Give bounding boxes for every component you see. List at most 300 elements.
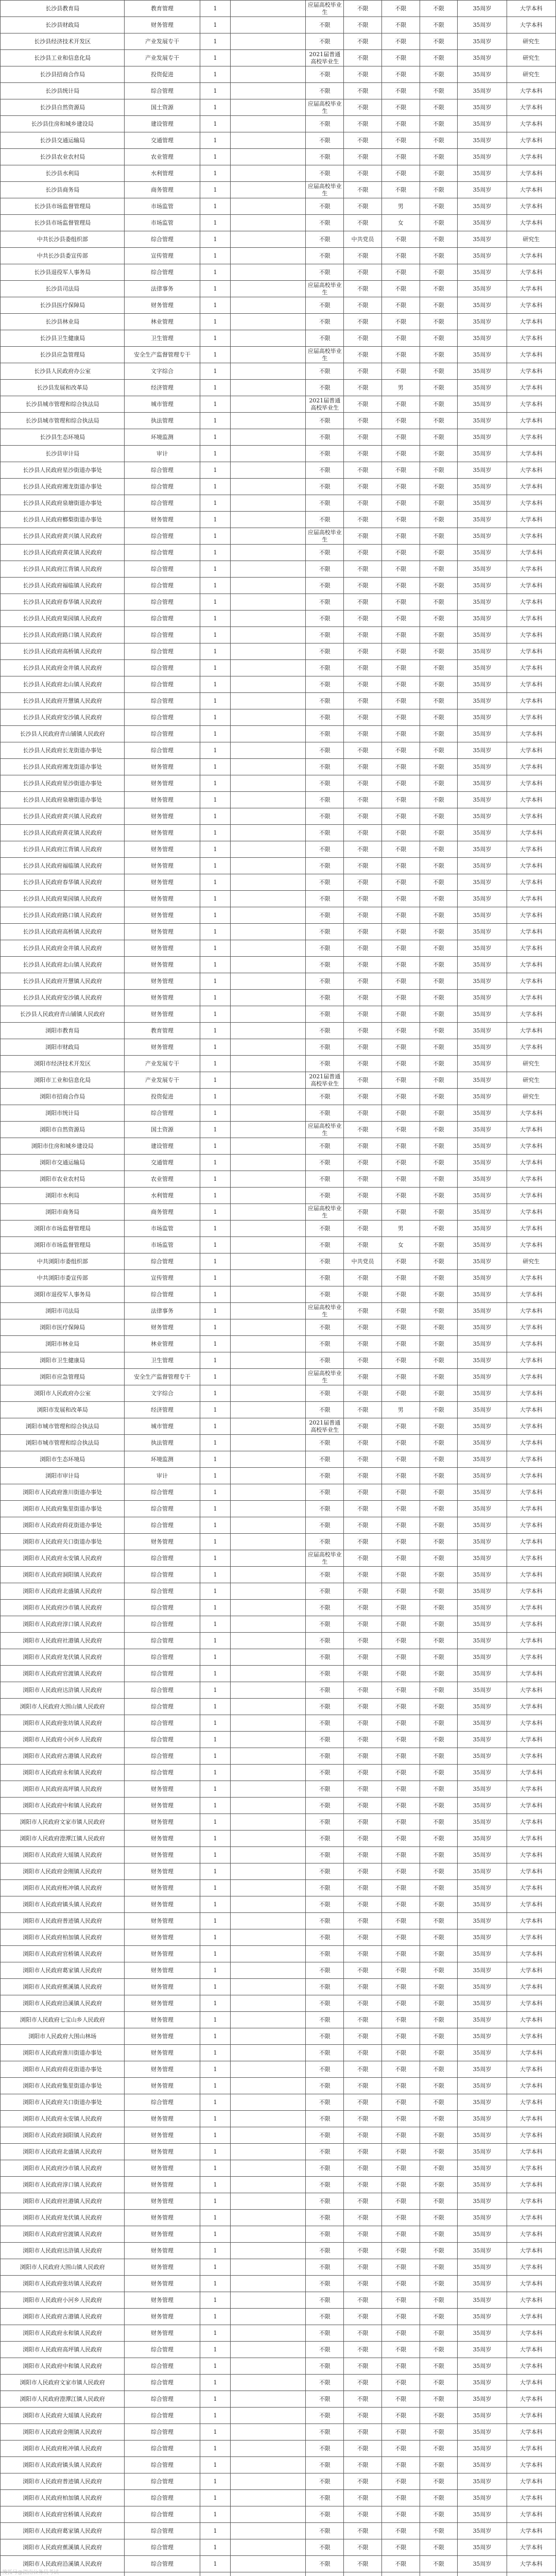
cell-age-limit: 35周岁 [458,1369,507,1385]
cell-candidate-type: 不限 [306,1583,344,1600]
cell-position-name: 综合管理 [125,2375,200,2391]
cell-age-limit: 35周岁 [458,2556,507,2572]
cell-candidate-type: 不限 [306,907,344,924]
cell-unit-name: 浏阳市水利局 [1,1188,125,1204]
cell-ethnicity [420,2572,458,2576]
cell-blank-col [231,50,306,66]
cell-headcount: 1 [200,1880,231,1896]
cell-age-limit: 35周岁 [458,1484,507,1501]
cell-position-name: 财务管理 [125,2292,200,2309]
cell-unit-name: 浏阳市人民政府达浒镇人民政府 [1,1682,125,1699]
cell-age-limit: 35周岁 [458,1567,507,1583]
cell-education: 大学本科 [507,1155,555,1171]
cell-headcount: 1 [200,182,231,198]
cell-unit-name: 浏阳市人民政府永和镇人民政府 [1,2325,125,2342]
cell-unit-name: 长沙县交通运输局 [1,132,125,149]
cell-candidate-type: 不限 [306,149,344,165]
cell-blank-col [231,1237,306,1253]
cell-ethnicity: 不限 [420,2177,458,2193]
cell-headcount: 1 [200,1039,231,1056]
cell-age-limit: 35周岁 [458,99,507,116]
cell-political-status: 不限 [344,693,382,709]
cell-candidate-type: 不限 [306,990,344,1006]
cell-headcount: 1 [200,2028,231,2045]
cell-headcount: 1 [200,1995,231,2012]
cell-position-name: 综合管理 [125,479,200,495]
cell-position-name: 财务管理 [125,775,200,792]
cell-education: 大学本科 [507,1567,555,1583]
cell-age-limit: 35周岁 [458,1929,507,1946]
cell-gender: 不限 [381,2243,420,2259]
cell-unit-name: 浏阳市人民政府洞阳镇人民政府 [1,2127,125,2144]
cell-unit-name: 长沙县城市管理和综合执法局 [1,396,125,413]
cell-headcount: 1 [200,2342,231,2358]
cell-ethnicity: 不限 [420,2111,458,2127]
cell-blank-col [231,1039,306,1056]
cell-unit-name: 长沙县商务局 [1,182,125,198]
cell-gender: 不限 [381,841,420,858]
cell-candidate-type: 不限 [306,2292,344,2309]
cell-political-status: 不限 [344,676,382,693]
cell-candidate-type: 不限 [306,1188,344,1204]
cell-education: 大学本科 [507,1781,555,1798]
cell-blank-col [231,594,306,611]
cell-headcount: 1 [200,594,231,611]
cell-candidate-type: 不限 [306,1319,344,1336]
cell-education: 大学本科 [507,1138,555,1155]
cell-ethnicity: 不限 [420,2160,458,2177]
cell-ethnicity: 不限 [420,1468,458,1484]
cell-political-status: 不限 [344,1913,382,1929]
cell-position-name: 财务管理 [125,891,200,907]
cell-gender: 不限 [381,1468,420,1484]
cell-unit-name: 浏阳市农业农村局 [1,1171,125,1188]
cell-unit-name: 长沙县人民政府江背镇人民政府 [1,841,125,858]
table-row [1,990,556,1006]
cell-education: 大学本科 [507,2490,555,2506]
cell-education: 大学本科 [507,643,555,660]
cell-ethnicity: 不限 [420,1451,458,1468]
cell-unit-name: 浏阳市人民政府沙市镇人民政府 [1,2160,125,2177]
cell-ethnicity: 不限 [420,1995,458,2012]
cell-age-limit: 35周岁 [458,479,507,495]
cell-unit-name: 浏阳市市场监督管理局 [1,1221,125,1237]
cell-position-name: 宣传管理 [125,1270,200,1286]
cell-position-name: 综合管理 [125,611,200,627]
cell-candidate-type: 不限 [306,512,344,528]
cell-political-status: 不限 [344,891,382,907]
cell-political-status: 不限 [344,50,382,66]
cell-gender: 不限 [381,924,420,940]
cell-gender: 不限 [381,495,420,512]
cell-blank-col [231,2556,306,2572]
table-row [1,1962,556,1979]
cell-gender: 不限 [381,1,420,17]
cell-gender: 不限 [381,1418,420,1435]
cell-blank-col [231,2226,306,2243]
cell-political-status: 不限 [344,1418,382,1435]
cell-headcount: 1 [200,165,231,182]
cell-blank-col [231,973,306,990]
table-row [1,1831,556,1847]
cell-ethnicity: 不限 [420,759,458,775]
cell-gender: 不限 [381,1171,420,1188]
cell-age-limit: 35周岁 [458,1896,507,1913]
cell-headcount [200,2572,231,2576]
cell-political-status: 不限 [344,396,382,413]
cell-headcount: 1 [200,891,231,907]
table-row [1,314,556,330]
cell-candidate-type: 不限 [306,1270,344,1286]
cell-ethnicity: 不限 [420,825,458,841]
cell-ethnicity: 不限 [420,1929,458,1946]
cell-unit-name: 长沙县人民政府福临镇人民政府 [1,858,125,874]
cell-position-name: 法律事务 [125,1303,200,1319]
cell-candidate-type: 不限 [306,2309,344,2325]
cell-ethnicity: 不限 [420,578,458,594]
cell-headcount: 1 [200,116,231,132]
cell-age-limit: 35周岁 [458,264,507,281]
cell-ethnicity: 不限 [420,1138,458,1155]
cell-education: 大学本科 [507,1847,555,1863]
cell-headcount: 1 [200,396,231,413]
cell-education: 大学本科 [507,2539,555,2556]
table-row [1,1072,556,1089]
cell-candidate-type: 不限 [306,165,344,182]
cell-headcount: 1 [200,709,231,726]
cell-education: 大学本科 [507,611,555,627]
cell-ethnicity: 不限 [420,1583,458,1600]
table-row [1,1583,556,1600]
cell-age-limit: 35周岁 [458,1699,507,1715]
cell-headcount: 1 [200,66,231,83]
cell-gender: 不限 [381,1995,420,2012]
cell-blank-col [231,1369,306,1385]
cell-age-limit: 35周岁 [458,66,507,83]
cell-ethnicity: 不限 [420,66,458,83]
cell-education: 大学本科 [507,1,555,17]
cell-political-status: 不限 [344,248,382,264]
cell-ethnicity: 不限 [420,17,458,33]
table-row [1,1633,556,1649]
cell-position-name: 财务管理 [125,957,200,973]
table-row [1,330,556,347]
table-row [1,1253,556,1270]
cell-headcount: 1 [200,1221,231,1237]
cell-candidate-type: 不限 [306,1253,344,1270]
cell-political-status: 不限 [344,1,382,17]
table-row [1,116,556,132]
table-row [1,1435,556,1451]
cell-age-limit: 35周岁 [458,1534,507,1550]
cell-headcount: 1 [200,990,231,1006]
cell-blank-col [231,413,306,429]
cell-blank-col [231,1089,306,1105]
cell-unit-name: 浏阳市交通运输局 [1,1155,125,1171]
table-row [1,1221,556,1237]
cell-political-status: 不限 [344,149,382,165]
cell-position-name: 综合管理 [125,578,200,594]
cell-candidate-type: 不限 [306,2193,344,2210]
cell-position-name: 综合管理 [125,2523,200,2539]
cell-gender: 不限 [381,1715,420,1732]
cell-unit-name: 长沙县人民政府路口镇人民政府 [1,627,125,643]
cell-unit-name: 浏阳市城市管理和综合执法局 [1,1418,125,1435]
cell-headcount: 1 [200,1600,231,1616]
cell-unit-name: 浏阳市人民政府小河乡人民政府 [1,2292,125,2309]
cell-education: 大学本科 [507,17,555,33]
cell-headcount: 1 [200,33,231,50]
cell-headcount: 1 [200,1089,231,1105]
cell-candidate-type: 不限 [306,1089,344,1105]
cell-blank-col [231,1418,306,1435]
cell-blank-col [231,347,306,363]
cell-headcount: 1 [200,1517,231,1534]
cell-political-status: 不限 [344,1995,382,2012]
cell-age-limit: 35周岁 [458,1798,507,1814]
cell-gender: 不限 [381,1682,420,1699]
cell-candidate-type: 不限 [306,1814,344,1831]
cell-headcount: 1 [200,808,231,825]
cell-education: 大学本科 [507,380,555,396]
cell-education: 大学本科 [507,1286,555,1303]
table-row [1,1105,556,1122]
table-row [1,2292,556,2309]
cell-political-status: 不限 [344,1616,382,1633]
cell-unit-name: 浏阳市人民政府枨冲镇人民政府 [1,2441,125,2457]
cell-position-name: 投资促进 [125,66,200,83]
cell-political-status: 不限 [344,2144,382,2160]
cell-position-name: 财务管理 [125,1929,200,1946]
cell-position-name: 财务管理 [125,1319,200,1336]
cell-headcount: 1 [200,759,231,775]
cell-position-name: 财务管理 [125,2028,200,2045]
cell-candidate-type: 不限 [306,330,344,347]
cell-blank-col [231,808,306,825]
cell-blank-col [231,2506,306,2523]
cell-candidate-type: 不限 [306,2325,344,2342]
cell-position-name: 综合管理 [125,1253,200,1270]
cell-blank-col [231,2408,306,2424]
cell-position-name: 综合管理 [125,643,200,660]
cell-age-limit: 35周岁 [458,1814,507,1831]
table-row [1,1732,556,1748]
cell-age-limit: 35周岁 [458,1863,507,1880]
cell-political-status: 不限 [344,2028,382,2045]
cell-position-name: 审计 [125,1468,200,1484]
cell-ethnicity: 不限 [420,775,458,792]
cell-political-status: 不限 [344,1385,382,1402]
cell-headcount: 1 [200,2111,231,2127]
cell-political-status: 不限 [344,1171,382,1188]
cell-unit-name: 长沙县人民政府金井镇人民政府 [1,940,125,957]
cell-political-status: 不限 [344,990,382,1006]
cell-political-status: 不限 [344,611,382,627]
cell-education: 大学本科 [507,907,555,924]
cell-gender: 不限 [381,1122,420,1138]
cell-ethnicity: 不限 [420,1369,458,1385]
cell-age-limit: 35周岁 [458,1089,507,1105]
cell-unit-name: 长沙县人民政府黄兴镇人民政府 [1,528,125,545]
cell-gender: 不限 [381,1583,420,1600]
cell-candidate-type: 不限 [306,2556,344,2572]
cell-candidate-type: 不限 [306,2424,344,2441]
cell-unit-name: 中共长沙县委宣传部 [1,248,125,264]
table-row [1,264,556,281]
cell-age-limit: 35周岁 [458,643,507,660]
table-row [1,231,556,248]
cell-blank-col [231,2012,306,2028]
cell-ethnicity: 不限 [420,2490,458,2506]
cell-gender: 不限 [381,1039,420,1056]
cell-education: 研究生 [507,66,555,83]
cell-education: 大学本科 [507,1534,555,1550]
cell-unit-name: 长沙县人民政府金井镇人民政府 [1,660,125,676]
cell-age-limit: 35周岁 [458,1155,507,1171]
cell-headcount: 1 [200,512,231,528]
cell-candidate-type: 不限 [306,1336,344,1352]
cell-candidate-type: 不限 [306,1929,344,1946]
cell-headcount: 1 [200,50,231,66]
cell-ethnicity: 不限 [420,2012,458,2028]
cell-headcount: 1 [200,2490,231,2506]
cell-gender: 不限 [381,1798,420,1814]
cell-unit-name: 浏阳市人民政府北盛镇人民政府 [1,2144,125,2160]
cell-unit-name: 浏阳市人民政府文家市镇人民政府 [1,1814,125,1831]
cell-age-limit: 35周岁 [458,792,507,808]
table-row [1,693,556,709]
cell-blank-col [231,2473,306,2490]
cell-candidate-type: 不限 [306,413,344,429]
cell-political-status: 中共党员 [344,1253,382,1270]
cell-education: 大学本科 [507,1896,555,1913]
cell-education: 大学本科 [507,561,555,578]
cell-ethnicity: 不限 [420,2473,458,2490]
cell-political-status: 不限 [344,1056,382,1072]
table-row [1,1385,556,1402]
cell-unit-name: 浏阳市人民政府古港镇人民政府 [1,1748,125,1765]
cell-candidate-type: 应届高校毕业生 [306,1550,344,1567]
cell-candidate-type: 不限 [306,940,344,957]
cell-age-limit: 35周岁 [458,759,507,775]
cell-education: 大学本科 [507,1484,555,1501]
cell-political-status: 不限 [344,2408,382,2424]
cell-age-limit: 35周岁 [458,2523,507,2539]
cell-ethnicity: 不限 [420,940,458,957]
cell-age-limit: 35周岁 [458,1221,507,1237]
cell-gender: 不限 [381,83,420,99]
cell-gender: 不限 [381,1616,420,1633]
cell-political-status: 不限 [344,281,382,297]
cell-candidate-type: 不限 [306,264,344,281]
table-row [1,841,556,858]
cell-headcount: 1 [200,446,231,462]
cell-candidate-type: 不限 [306,891,344,907]
cell-blank-col [231,1583,306,1600]
cell-position-name: 财务管理 [125,2193,200,2210]
cell-candidate-type: 不限 [306,462,344,479]
cell-gender: 不限 [381,1155,420,1171]
cell-candidate-type: 不限 [306,495,344,512]
table-row [1,2490,556,2506]
table-row [1,50,556,66]
table-row [1,2045,556,2061]
cell-education: 大学本科 [507,2177,555,2193]
cell-age-limit: 35周岁 [458,2375,507,2391]
cell-education: 大学本科 [507,1798,555,1814]
cell-position-name: 综合管理 [125,2457,200,2473]
cell-candidate-type: 不限 [306,116,344,132]
cell-unit-name: 长沙县经济技术开发区 [1,33,125,50]
cell-political-status: 不限 [344,2325,382,2342]
cell-unit-name: 中共浏阳市委宣传部 [1,1270,125,1286]
cell-unit-name: 浏阳市退役军人事务局 [1,1286,125,1303]
cell-age-limit: 35周岁 [458,1979,507,1995]
table-row [1,2210,556,2226]
cell-education: 大学本科 [507,1501,555,1517]
cell-headcount: 1 [200,1286,231,1303]
cell-education: 大学本科 [507,2523,555,2539]
cell-candidate-type: 不限 [306,17,344,33]
cell-education: 大学本科 [507,198,555,215]
cell-ethnicity: 不限 [420,643,458,660]
cell-age-limit: 35周岁 [458,2127,507,2144]
cell-position-name: 财务管理 [125,1006,200,1023]
cell-age-limit: 35周岁 [458,2441,507,2457]
cell-ethnicity: 不限 [420,1666,458,1682]
cell-position-name: 综合管理 [125,1699,200,1715]
cell-candidate-type: 不限 [306,561,344,578]
cell-education: 大学本科 [507,512,555,528]
table-row [1,2078,556,2094]
cell-unit-name: 浏阳市人民政府沿溪镇人民政府 [1,1995,125,2012]
cell-political-status: 不限 [344,1089,382,1105]
cell-political-status: 不限 [344,462,382,479]
cell-unit-name: 长沙县人民政府北山镇人民政府 [1,676,125,693]
cell-age-limit: 35周岁 [458,116,507,132]
cell-ethnicity: 不限 [420,248,458,264]
cell-political-status: 不限 [344,2424,382,2441]
cell-unit-name: 长沙县人民政府路口镇人民政府 [1,907,125,924]
cell-political-status: 不限 [344,1006,382,1023]
cell-education: 大学本科 [507,363,555,380]
cell-headcount: 1 [200,940,231,957]
cell-political-status: 不限 [344,1633,382,1649]
cell-age-limit: 35周岁 [458,1831,507,1847]
cell-education: 大学本科 [507,1550,555,1567]
table-row [1,1484,556,1501]
cell-age-limit: 35周岁 [458,1286,507,1303]
cell-gender: 不限 [381,1336,420,1352]
cell-ethnicity: 不限 [420,380,458,396]
cell-gender: 不限 [381,759,420,775]
cell-position-name: 综合管理 [125,264,200,281]
cell-blank-col [231,940,306,957]
cell-position-name: 财务管理 [125,858,200,874]
cell-education: 大学本科 [507,660,555,676]
cell-ethnicity: 不限 [420,858,458,874]
cell-gender: 不限 [381,1600,420,1616]
cell-candidate-type: 不限 [306,1781,344,1798]
cell-headcount: 1 [200,825,231,841]
cell-age-limit: 35周岁 [458,1913,507,1929]
cell-education: 大学本科 [507,990,555,1006]
cell-candidate-type: 不限 [306,446,344,462]
cell-age-limit: 35周岁 [458,2292,507,2309]
cell-position-name: 建设管理 [125,1138,200,1155]
cell-position-name: 执法管理 [125,1435,200,1451]
cell-ethnicity: 不限 [420,2342,458,2358]
